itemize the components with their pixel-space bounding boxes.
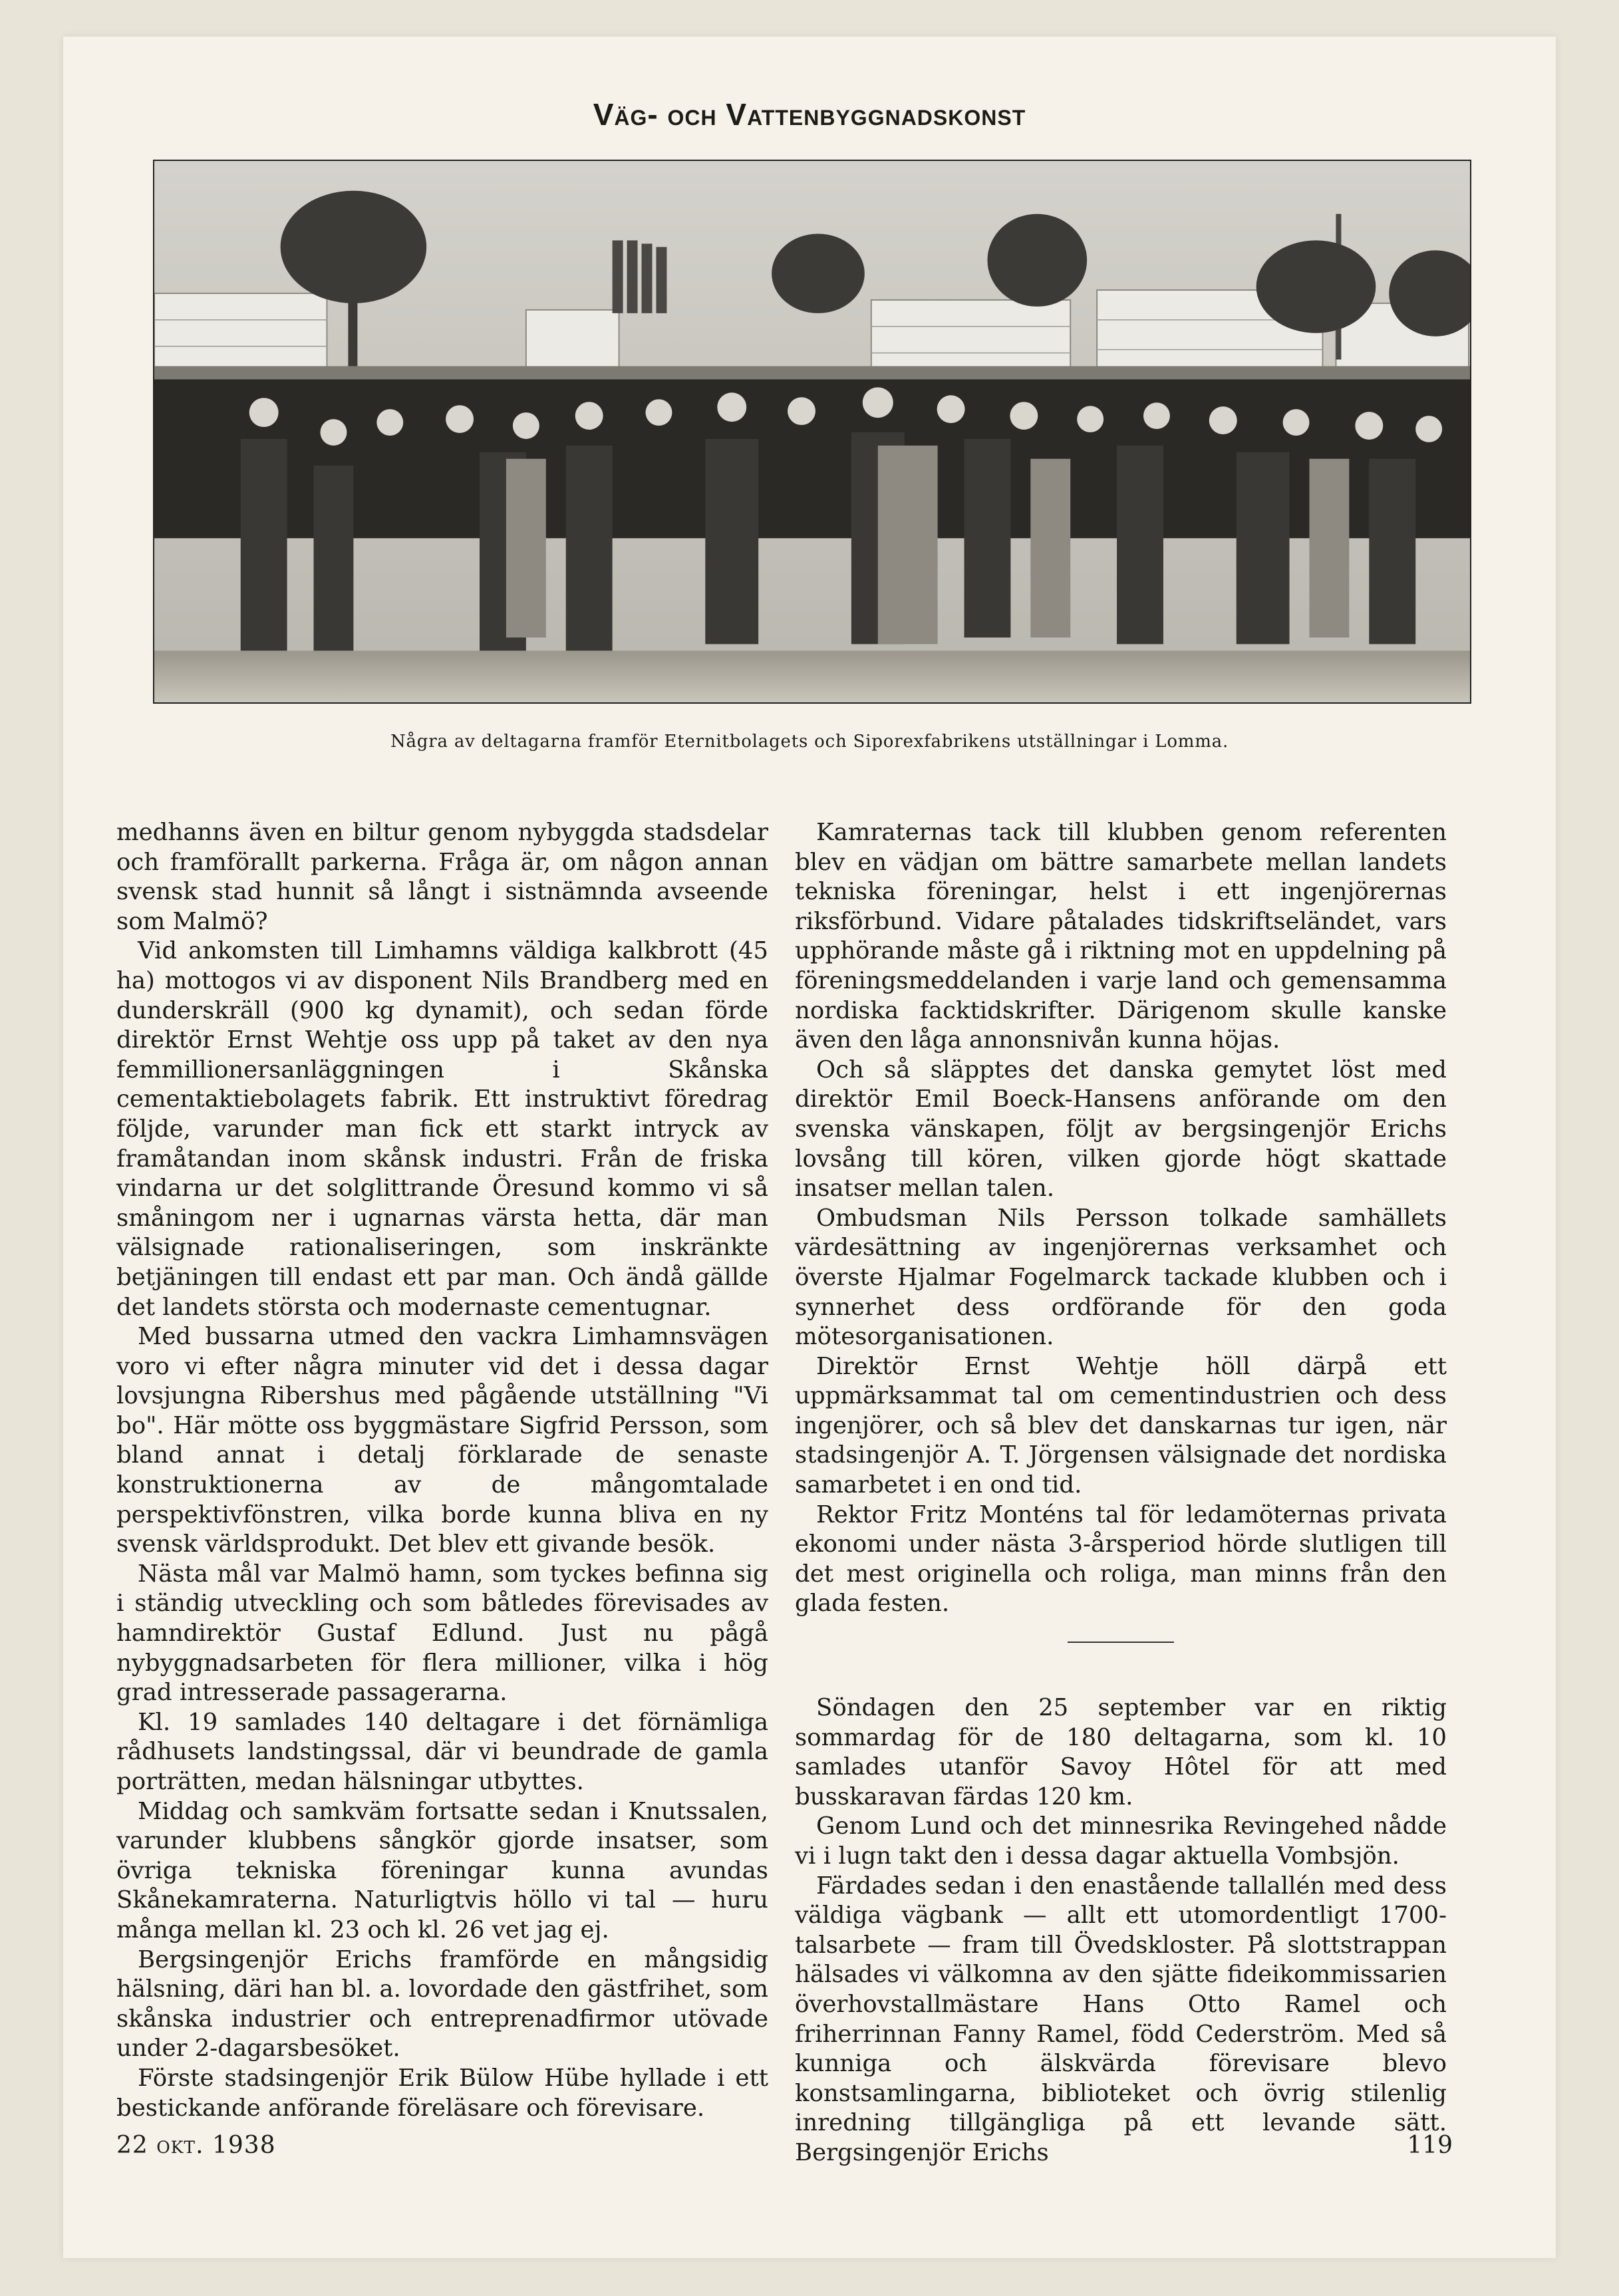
- paragraph: Och så släpptes det danska gemytet löst med direktör Emil Boeck-Hansens anförande om den svenska vänskapen, följt av bergsingenjör Erichs lovsång till kören, vilken gjorde högt skattade insatser mellan talen.: [795, 1056, 1447, 1203]
- paragraph: Kl. 19 samlades 140 deltagare i det förnämliga rådhusets landstingssal, där vi beundrade de gamla porträtten, medan hälsningar utbyttes.: [116, 1708, 768, 1795]
- paragraph: Middag och samkväm fortsatte sedan i Knutssalen, varunder klubbens sångkör gjorde insatser, som övriga tekniska föreningar kunna avundas Skånekamraterna. Naturligtvis höllo vi tal — huru många mellan kl. 23 och kl. 26 vet jag ej.: [116, 1797, 768, 1943]
- paragraph: Förste stadsingenjör Erik Bülow Hübe hyllade i ett bestickande anförande föreläsare och förevisare.: [116, 2064, 768, 2122]
- section-divider: [1068, 1642, 1174, 1643]
- paragraph: Färdades sedan i den enastående tallallén med dess väldiga vägbank — allt ett utomordentligt 1700-talsarbete — fram till Övedskloster. På slottstrappan hälsades vi välkomna av den sjätte fideikommissarien överhovstallmästare Hans Otto Ramel och friherrinnan Fanny Ramel, född Cederström. Med så kunniga och älskvärda förevisare blevo konstsamlingarna, biblioteket och övrig stilenlig inredning tillgängliga på ett levande sätt. Bergsingenjör Erichs: [795, 1872, 1447, 2166]
- page-number: 119: [1407, 2132, 1453, 2159]
- running-head: Väg- och Vattenbyggnadskonst: [593, 97, 1026, 132]
- right-column: [795, 818, 1447, 2168]
- paragraph: Direktör Ernst Wehtje höll därpå ett uppmärksammat tal om cementindustrien och dess ingenjörer, och så blev det danskarnas tur igen, när stadsingenjör A. T. Jörgensen välsignade det nordiska samarbetet i en ond tid.: [795, 1352, 1447, 1499]
- issue-date: 22 okt. 1938: [116, 2132, 276, 2159]
- left-column: [116, 818, 768, 2123]
- paragraph: Genom Lund och det minnesrika Revingehed nådde vi i lugn takt den i dessa dagar aktuella Vombsjön.: [795, 1812, 1447, 1870]
- paragraph: Rektor Fritz Monténs tal för ledamöternas privata ekonomi under nästa 3-årsperiod hörde slutligen till det mest originella och roliga, man minns från den glada festen.: [795, 1501, 1447, 1618]
- photo-caption: Några av deltagarna framför Eternitbolagets och Siporexfabrikens utställningar i Lomma.: [390, 732, 1229, 752]
- journal-page: [63, 37, 1556, 2258]
- paragraph: Ombudsman Nils Persson tolkade samhällets värdesättning av ingenjörernas verksamhet och överste Hjalmar Fogelmarck tackade klubben och i synnerhet dess ordförande för den goda mötesorganisationen.: [795, 1204, 1447, 1351]
- paragraph: medhanns även en biltur genom nybyggda stadsdelar och framförallt parkerna. Fråga är, om någon annan svensk stad hunnit så långt i sistnämnda avseende som Malmö?: [116, 819, 768, 935]
- paragraph: Nästa mål var Malmö hamn, som tyckes befinna sig i ständig utveckling och som båtledes förevisades av hamndirektör Gustaf Edlund. Just nu pågå nybyggnadsarbeten för flera millioner, vilka i hög grad intresserade passagerarna.: [116, 1560, 768, 1707]
- group-photo: [153, 160, 1471, 704]
- paragraph: Med bussarna utmed den vackra Limhamnsvägen voro vi efter några minuter vid det i dessa dagar lovsjungna Ribershus med pågående utställning "Vi bo". Här mötte oss byggmästare Sigfrid Persson, som bland annat i detalj förklarade de senaste konstruktionerna av de mångomtalade perspektivfönstren, vilka borde kunna bliva en ny svensk världsprodukt. Det blev ett givande besök.: [116, 1323, 768, 1558]
- paragraph: Bergsingenjör Erichs framförde en mångsidig hälsning, däri han bl. a. lovordade den gästfrihet, som skånska industrier och entreprenadfirmor utövade under 2-dagarsbesöket.: [116, 1945, 768, 2063]
- paragraph: Kamraternas tack till klubben genom referenten blev en vädjan om bättre samarbete mellan landets tekniska föreningar, helst i ett ingenjörernas riksförbund. Vidare påtalades tidskriftseländet, vars upphörande måste gå i riktning mot en uppdelning på föreningsmeddelanden i varje land och gemensamma nordiska facktidskrifter. Därigenom skulle kanske även den låga annonsnivån kunna höjas.: [795, 819, 1447, 1054]
- paragraph: Vid ankomsten till Limhamns väldiga kalkbrott (45 ha) mottogos vi av disponent Nils Brandberg med en dunderskräll (900 kg dynamit), och sedan förde direktör Ernst Wehtje oss upp på taket av den nya femmillionersanläggningen i Skånska cementaktiebolagets fabrik. Ett instruktivt föredrag följde, varunder man fick ett starkt intryck av framåtandan inom skånsk industri. Från de friska vindarna ur det solglittrande Öresund kommo vi så småningom ner i ugnarnas värsta hetta, där man välsignade rationaliseringen, som inskränkte betjäningen till endast ett par man. Och ändå gällde det landets största och modernaste cementugnar.: [116, 937, 768, 1321]
- paragraph: Söndagen den 25 september var en riktig sommardag för de 180 deltagarna, som kl. 10 samlades utanför Savoy Hôtel för att med busskaravan färdas 120 km.: [795, 1694, 1447, 1810]
